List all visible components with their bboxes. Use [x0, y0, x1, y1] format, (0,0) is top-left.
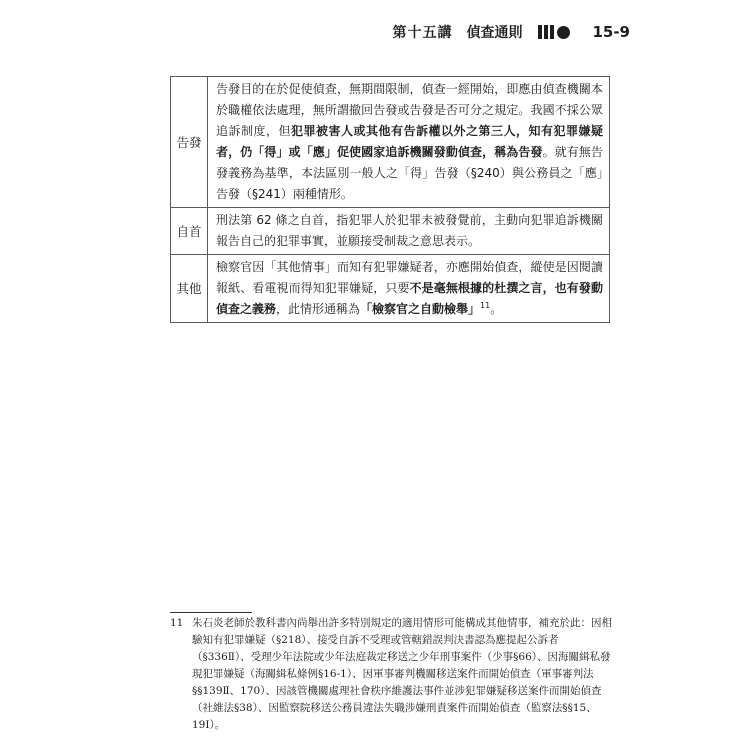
- chapter-title: 偵查通則: [466, 25, 523, 41]
- row-label: 告發: [171, 77, 208, 208]
- footnote-ref[interactable]: 11: [480, 301, 491, 310]
- comparison-table: [170, 76, 610, 323]
- page-number: 15-9: [592, 23, 630, 41]
- footnote-divider: [170, 612, 252, 613]
- footnote-number: 11: [170, 617, 184, 629]
- footnote-text: 朱石炎老師於教科書內尚舉出許多特別規定的適用情形可能構成其他情事，補充於此：因相驗知有犯罪嫌疑（§218）、接受自訴不受理或管轄錯誤判決書認為應提起公訴者（§336Ⅱ）、受理少年法院或少年法庭裁定移送之少年刑事案件（少事§66）、因海關緝私發現犯罪嫌疑（海關緝私條例§16-1）、因軍事審判機關移送案件而開始偵查（軍事審判法§§139Ⅱ、170）、因該管機關處理社會秩序維護法事件並涉犯罪嫌疑移送案件而開始偵查（社維法§38）、因監察院移送公務員違法失職涉嫌刑責案件而開始偵查（監察法§§15、19Ⅰ）。: [192, 617, 612, 731]
- row-label: 自首: [171, 208, 208, 255]
- row-content: 刑法第 62 條之自首，指犯罪人於犯罪未被發覺前，主動向犯罪追訴機關報告自己的犯罪事實，並願接受制裁之意思表示。: [208, 208, 610, 255]
- chapter-mark-icon: [538, 25, 570, 39]
- row-content: 告發目的在於促使偵查，無期間限制，偵查一經開始，即應由偵查機關本於職權依法處理，無所謂撤回告發或告發是否可分之規定。我國不採公眾追訴制度，但犯罪被害人或其他有告訴權以外之第三人，知有犯罪嫌疑者，仍「得」或「應」促使國家追訴機關發動偵查，稱為告發。就有無告發義務為基準，本法區別一般人之「得」告發（§240）與公務員之「應」告發（§241）兩種情形。: [208, 77, 610, 208]
- footnote: [170, 615, 615, 734]
- row-label: 其他: [171, 255, 208, 323]
- chapter-number: 第十五講: [392, 25, 453, 41]
- page-header: [392, 18, 630, 46]
- table-row: [171, 255, 610, 323]
- table-row: [171, 208, 610, 255]
- table-row: [171, 77, 610, 208]
- row-content: 檢察官因「其他情事」而知有犯罪嫌疑者，亦應開始偵查，縱使是因閱讀報紙、看電視而得知犯罪嫌疑，只要不是毫無根據的杜撰之言，也有發動偵查之義務，此情形通稱為「檢察官之自動檢舉」$^{11}$。: [208, 255, 610, 323]
